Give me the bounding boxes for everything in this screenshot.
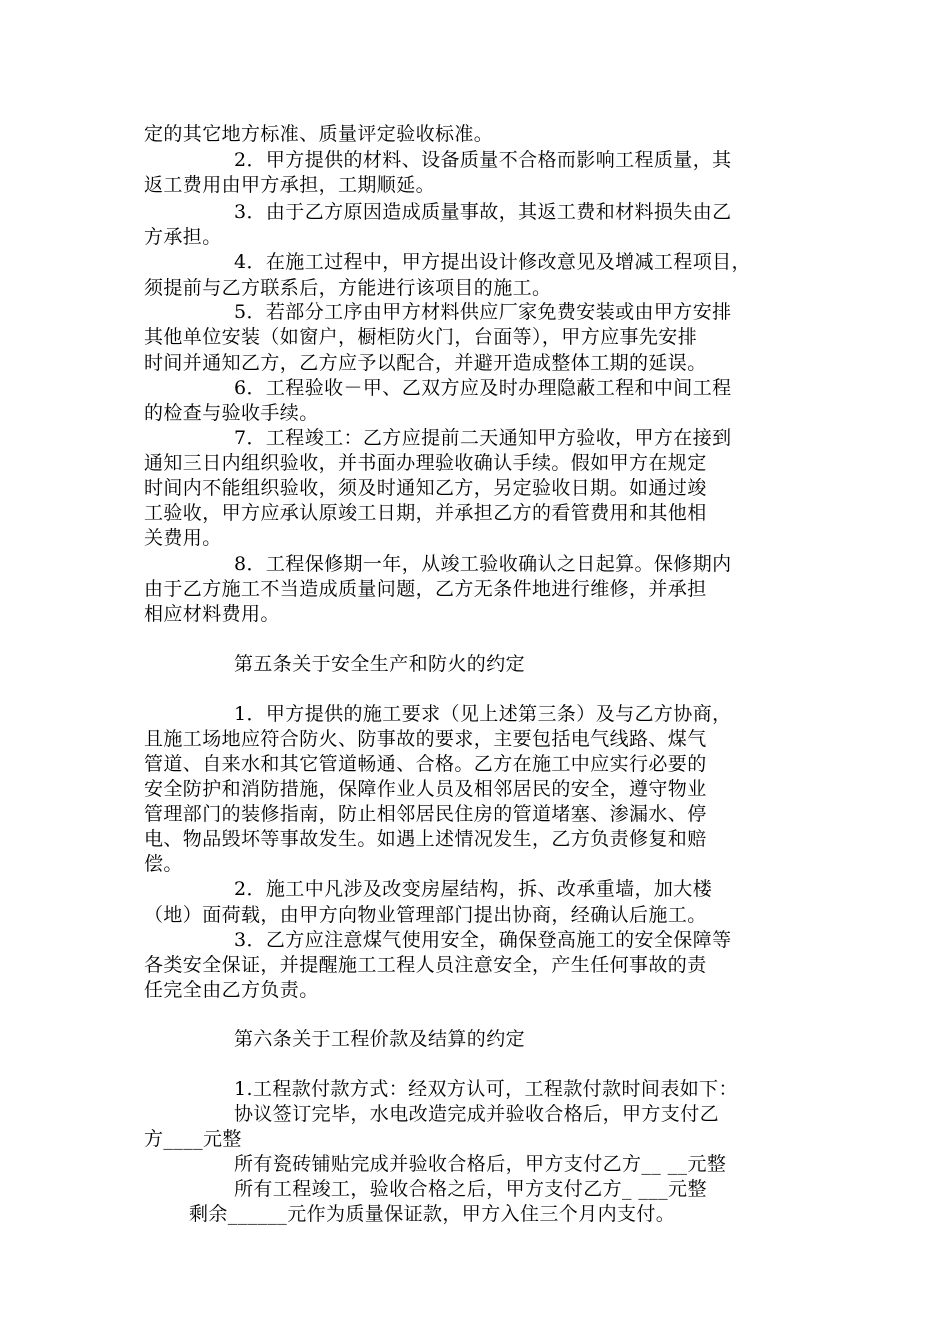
text-line: 6．工程验收－甲、乙双方应及时办理隐蔽工程和中间工程 [234,377,732,399]
text-line: 且施工场地应符合防火、防事故的要求，主要包括电气线路、煤气 [144,728,707,750]
text-line: （地）面荷载，由甲方向物业管理部门提出协商，经确认后施工。 [144,904,707,926]
text-line: 5．若部分工序由甲方材料供应厂家免费安装或由甲方安排 [234,301,732,323]
text-line: 方承担。 [144,226,222,248]
text-line: 管理部门的装修指南，防止相邻居民住房的管道堵塞、渗漏水、停 [144,803,707,825]
text-line: 须提前与乙方联系后，方能进行该项目的施工。 [144,277,552,299]
text-line: 所有瓷砖铺贴完成并验收合格后，甲方支付乙方__ __元整 [234,1153,727,1175]
text-line: 由于乙方施工不当造成质量问题，乙方无条件地进行维修，并承担 [144,578,707,600]
text-line: 返工费用由甲方承担，工期顺延。 [144,174,436,196]
text-line: 安全防护和消防措施，保障作业人员及相邻居民的安全，遵守物业 [144,778,707,800]
text-line: 1.工程款付款方式：经双方认可，工程款付款时间表如下： [234,1078,738,1100]
text-line: 7．工程竣工：乙方应提前二天通知甲方验收，甲方在接到 [234,427,732,449]
text-line: 协议签订完毕，水电改造完成并验收合格后，甲方支付乙 [234,1103,720,1125]
text-line: 剩余______元作为质量保证款，甲方入住三个月内支付。 [189,1203,676,1225]
text-line: 2．甲方提供的材料、设备质量不合格而影响工程质量，其 [234,149,732,171]
section-heading: 第五条关于安全生产和防火的约定 [234,653,526,675]
text-line: 2．施工中凡涉及改变房屋结构，拆、改承重墙，加大楼 [234,878,713,900]
text-line: 所有工程竣工，验收合格之后，甲方支付乙方_ ___元整 [234,1178,707,1200]
text-line: 4．在施工过程中，甲方提出设计修改意见及增减工程项目， [234,251,751,273]
text-line: 定的其它地方标准、质量评定验收标准。 [144,123,494,145]
text-line: 方____元整 [144,1128,242,1150]
text-line: 时间并通知乙方，乙方应予以配合，并避开造成整体工期的延误。 [144,352,707,374]
text-line: 任完全由乙方负责。 [144,979,319,1001]
text-line: 3．由于乙方原因造成质量事故，其返工费和材料损失由乙 [234,201,732,223]
text-line: 1．甲方提供的施工要求（见上述第三条）及与乙方协商， [234,703,732,725]
text-line: 其他单位安装（如窗户，橱柜防火门，台面等），甲方应事先安排 [144,326,698,348]
section-heading: 第六条关于工程价款及结算的约定 [234,1028,526,1050]
text-line: 电、物品毁坏等事故发生。如遇上述情况发生，乙方负责修复和赔 [144,828,707,850]
text-line: 3．乙方应注意煤气使用安全，确保登高施工的安全保障等 [234,929,732,951]
text-line: 管道、自来水和其它管道畅通、合格。乙方在施工中应实行必要的 [144,753,707,775]
text-line: 偿。 [144,853,183,875]
text-line: 8．工程保修期一年，从竣工验收确认之日起算。保修期内 [234,553,732,575]
text-line: 关费用。 [144,527,222,549]
text-line: 各类安全保证，并提醒施工工程人员注意安全，产生任何事故的责 [144,954,707,976]
text-line: 时间内不能组织验收，须及时通知乙方，另定验收日期。如通过竣 [144,477,707,499]
text-line: 相应材料费用。 [144,603,280,625]
text-line: 的检查与验收手续。 [144,402,319,424]
text-line: 工验收，甲方应承认原竣工日期，并承担乙方的看管费用和其他相 [144,502,707,524]
text-line: 通知三日内组织验收，并书面办理验收确认手续。假如甲方在规定 [144,452,707,474]
